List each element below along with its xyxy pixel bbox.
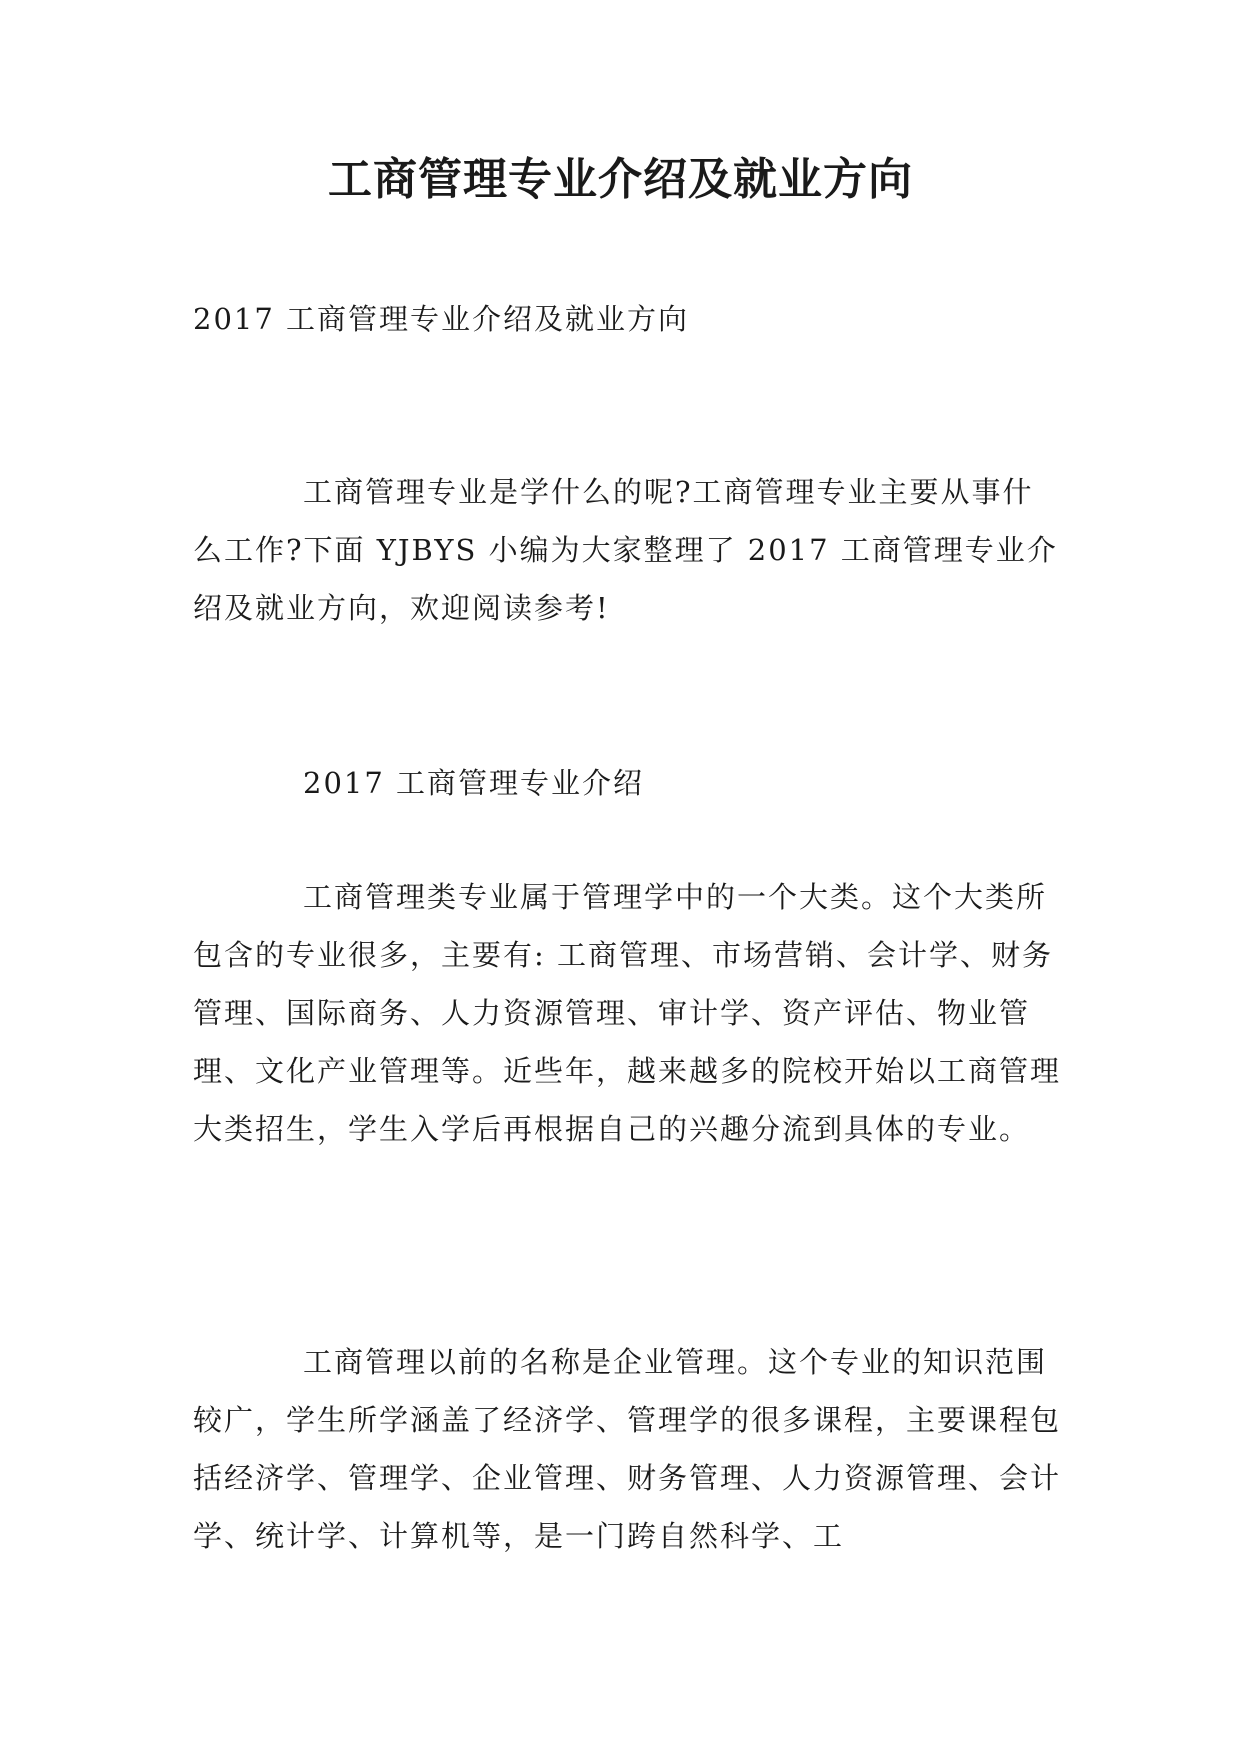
document-subtitle: 2017 工商管理专业介绍及就业方向	[193, 302, 690, 336]
document-title: 工商管理专业介绍及就业方向	[328, 154, 913, 205]
section-heading: 2017 工商管理专业介绍	[303, 766, 645, 800]
body-paragraph-1: 工商管理类专业属于管理学中的一个大类。这个大类所包含的专业很多，主要有: 工商管理、市场营销、会计学、财务管理、国际商务、人力资源管理、审计学、资产评估、物业管理、文化产业管理等。近些年，越来越多的院校开始以工商管理大类招生，学生入学后再根据自己的兴趣分流到具体的专业。	[193, 880, 1062, 1146]
intro-paragraph: 工商管理专业是学什么的呢?工商管理专业主要从事什么工作?下面 YJBYS 小编为大家整理了 2017 工商管理专业介绍及就业方向，欢迎阅读参考!	[193, 475, 1058, 625]
body-paragraph-2: 工商管理以前的名称是企业管理。这个专业的知识范围较广，学生所学涵盖了经济学、管理学的很多课程，主要课程包括经济学、管理学、企业管理、财务管理、人力资源管理、会计学、统计学、计算机等，是一门跨自然科学、工	[193, 1345, 1062, 1553]
